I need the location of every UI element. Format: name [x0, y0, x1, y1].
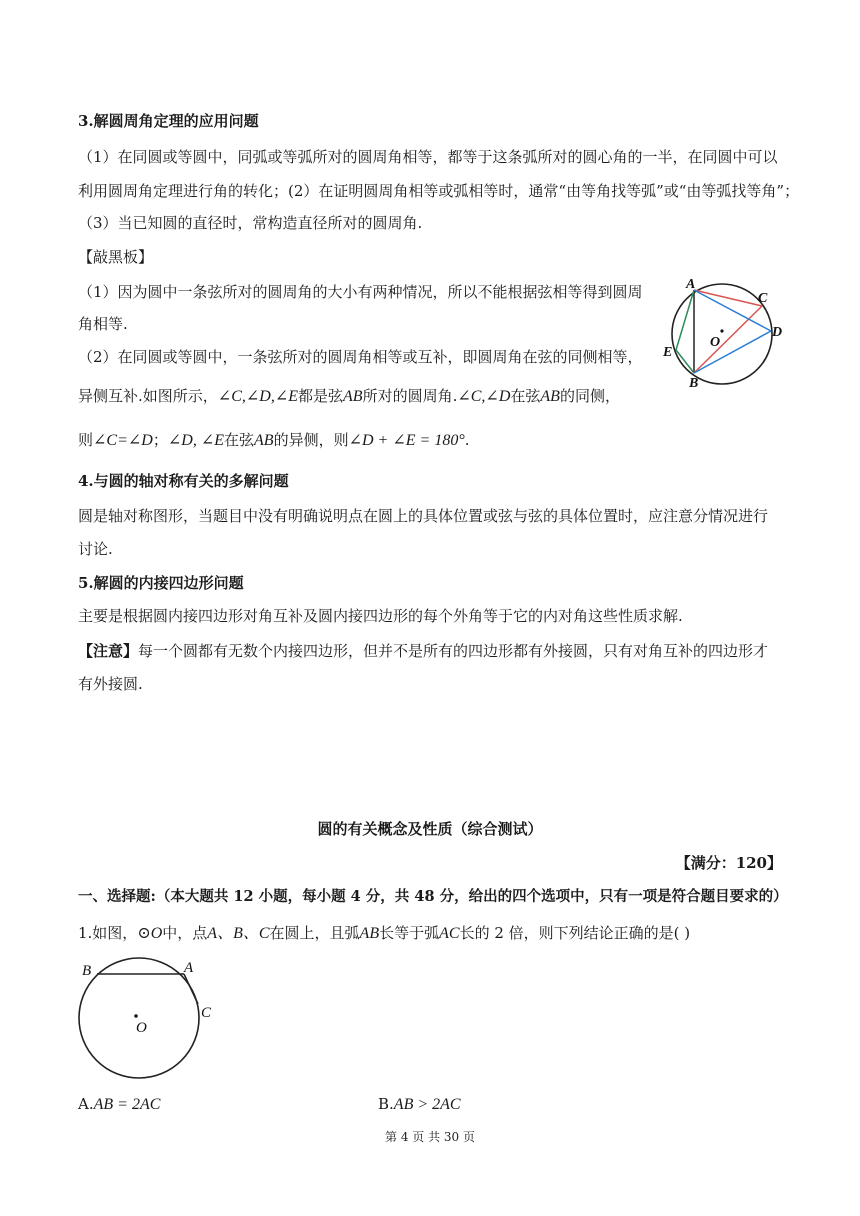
blackboard-p2-line-2 — [78, 385, 620, 408]
test-title: 圆的有关概念及性质（综合测试） — [317, 820, 543, 838]
chord-ac — [184, 974, 198, 1004]
math-angles-cd: ∠C,∠D — [457, 388, 511, 405]
section-4-line-2: 讨论. — [78, 540, 113, 558]
section-3-heading: 3.解圆周角定理的应用问题 — [78, 112, 259, 130]
question-1-figure — [74, 955, 224, 1085]
text-run: 则 — [78, 431, 94, 449]
math-d-plus-e: ∠D + ∠E = 180° — [348, 432, 465, 449]
question-1 — [78, 922, 690, 945]
label-b: B — [82, 963, 92, 979]
text-run: ； — [152, 431, 168, 449]
math-circle-o: ⊙O — [137, 925, 163, 942]
section-4-heading: 4.与圆的轴对称有关的多解问题 — [78, 472, 289, 490]
math-ab: AB — [540, 388, 560, 405]
option-b-label: B. — [378, 1095, 394, 1113]
text-run: 所对的圆周角. — [362, 387, 458, 405]
text-run: 长等于弧 — [379, 924, 440, 942]
part-1-heading: 一、选择题:（本大题共 12 小题，每小题 4 分，共 48 分，给出的四个选项中，只有一项是符合题目要求的） — [78, 888, 788, 905]
text-run: 的同侧， — [559, 387, 620, 405]
section-3-line-2: 利用圆周角定理进行角的转化；(2）在证明圆周角相等或弧相等时，通常“由等角找等弧”或“由等弧找等角”； — [78, 182, 800, 200]
math-arc-ac: AC — [439, 925, 460, 942]
text-run: 在圆上，且弧 — [269, 924, 360, 942]
page-footer: 第 4 页 共 30 页 — [385, 1130, 475, 1144]
label-a: A — [184, 960, 194, 976]
section-5-line-1: 主要是根据圆内接四边形对角互补及圆内接四边形的每个外角等于它的内对角这些性质求解. — [78, 607, 683, 625]
chord-ae — [676, 290, 694, 350]
option-b-math: AB > 2AC — [393, 1096, 461, 1113]
text-run: 异侧互补.如图所示， — [78, 387, 218, 405]
math-ab: AB — [254, 432, 274, 449]
label-o: O — [710, 335, 721, 350]
math-arc-ab: AB — [359, 925, 380, 942]
blackboard-p1-line-2: 角相等. — [78, 315, 128, 333]
blackboard-title: 【敲黑板】 — [78, 248, 154, 266]
note-label: 【注意】 — [78, 642, 139, 660]
text-run: 1.如图， — [78, 924, 138, 942]
text-run: 中，点 — [162, 924, 208, 942]
option-a-math: AB = 2AC — [93, 1096, 161, 1113]
section-3-line-3: （3）当已知圆的直径时，常构造直径所对的圆周角. — [78, 214, 423, 232]
math-angles-cde: ∠C,∠D,∠E — [217, 388, 298, 405]
chord-cb — [694, 306, 762, 373]
inscribed-angle-figure — [652, 268, 784, 396]
label-c: C — [758, 291, 768, 306]
section-5-heading: 5.解圆的内接四边形问题 — [78, 574, 244, 592]
text-run: . — [464, 431, 470, 449]
option-a — [78, 1093, 160, 1116]
label-o: O — [136, 1020, 147, 1036]
section-5-note-line-1 — [78, 640, 768, 662]
blackboard-p1-line-1: （1）因为圆中一条弦所对的圆周角的大小有两种情况，所以不能根据弦相等得到圆周 — [78, 283, 643, 301]
option-a-label: A. — [78, 1095, 94, 1113]
label-b: B — [689, 376, 699, 391]
blackboard-p2-line-1: （2）在同圆或等圆中，一条弦所对的圆周角相等或互补，即圆周角在弦的同侧相等， — [78, 348, 643, 366]
center-point — [134, 1014, 137, 1017]
blackboard-p2-line-3 — [78, 429, 470, 452]
section-4-line-1: 圆是轴对称图形，当题目中没有明确说明点在圆上的具体位置或弦与弦的具体位置时，应注意分情况进行 — [78, 507, 769, 525]
full-score: 【满分：120】 — [675, 854, 782, 872]
text-run: 每一个圆都有无数个内接四边形，但并不是所有的四边形都有外接圆，只有对角互补的四边形才 — [138, 642, 769, 660]
math-ab: AB — [343, 388, 363, 405]
math-angles-de: ∠D, ∠E — [167, 432, 225, 449]
math-points-abc: A、B、C — [207, 925, 270, 942]
math-c-equals-d: ∠C=∠D — [93, 432, 153, 449]
section-5-note-line-2: 有外接圆. — [78, 675, 143, 693]
label-e: E — [663, 345, 673, 360]
text-run: 长的 2 倍，则下列结论正确的是( ) — [459, 924, 691, 942]
text-run: 在弦 — [224, 431, 255, 449]
text-run: 的异侧，则 — [273, 431, 349, 449]
figure1-circle — [672, 284, 772, 384]
label-d: D — [772, 325, 783, 340]
section-3-line-1: （1）在同圆或等圆中，同弧或等弧所对的圆周角相等，都等于这条弧所对的圆心角的一半，在同圆中可以 — [78, 148, 778, 166]
chord-eb — [676, 350, 694, 373]
label-c: C — [201, 1005, 212, 1021]
option-b — [378, 1093, 461, 1116]
figure2-circle — [79, 958, 199, 1078]
label-a: A — [686, 277, 696, 292]
chord-ac — [694, 290, 762, 306]
center-point — [720, 329, 723, 332]
text-run: 都是弦 — [298, 387, 344, 405]
text-run: 在弦 — [510, 387, 541, 405]
